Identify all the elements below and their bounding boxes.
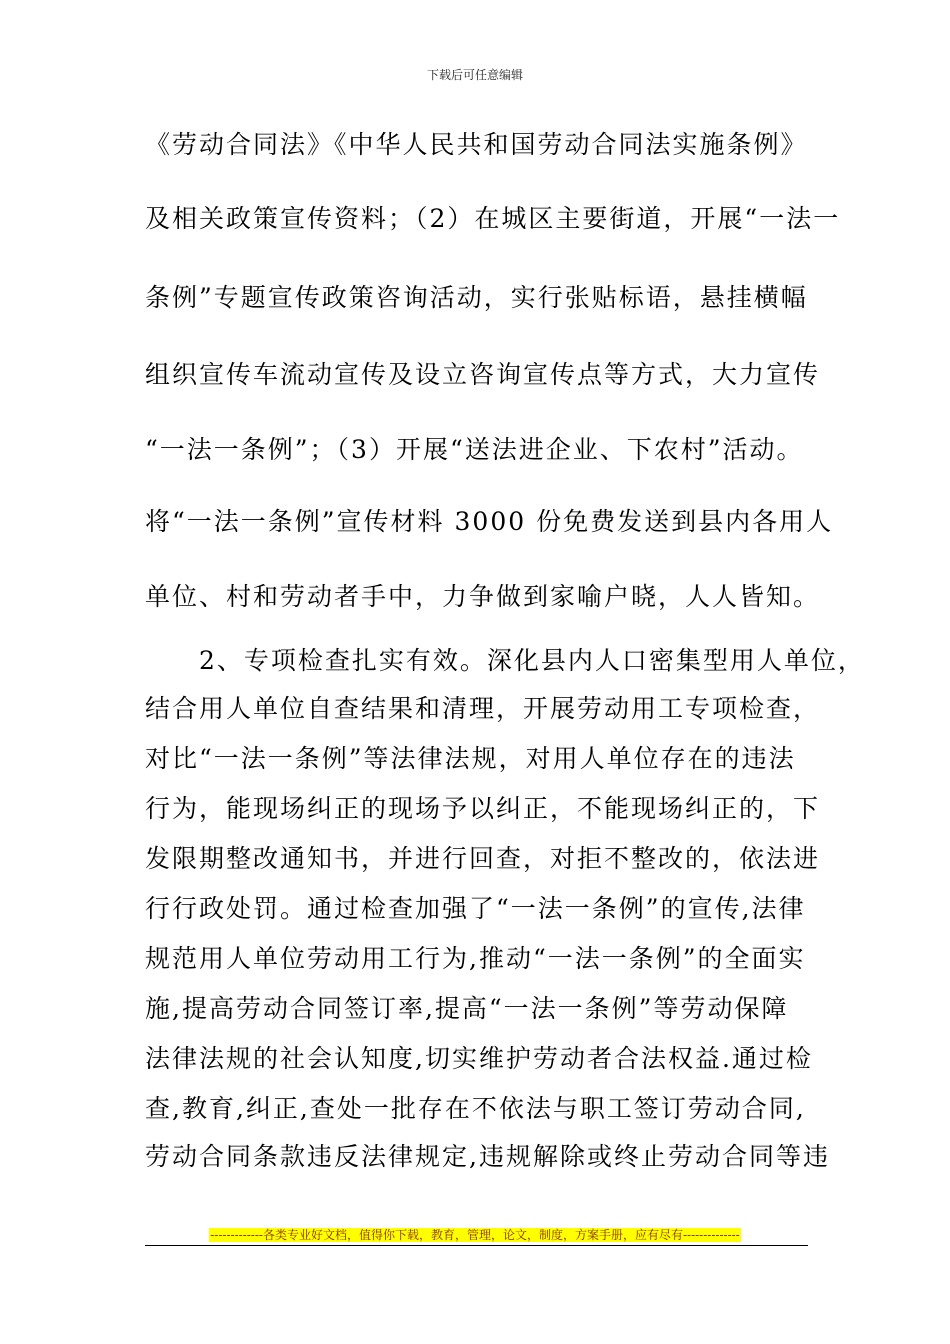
page-header-note: 下载后可任意编辑 — [426, 68, 523, 82]
page-footer-note — [0, 1224, 950, 1243]
body-line-3: 条例”专题宣传政策咨询活动，实行张贴标语，悬挂横幅 — [145, 283, 808, 312]
body-line-4: 组织宣传车流动宣传及设立咨询宣传点等方式，大力宣传 — [145, 360, 821, 389]
body-line-1: 《劳动合同法》《中华人民共和国劳动合同法实施条例》 — [145, 130, 808, 159]
body-line-10: 对比“一法一条例”等法律法规，对用人单位存在的违法 — [145, 744, 796, 773]
body-line-16: 法律法规的社会认知度,切实维护劳动者合法权益.通过检 — [145, 1044, 813, 1073]
body-line-2: 及相关政策宣传资料；（2）在城区主要街道，开展“一法一 — [145, 204, 841, 233]
body-line-12: 发限期整改通知书，并进行回查，对拒不整改的，依法进 — [145, 844, 821, 873]
body-line-9: 结合用人单位自查结果和清理，开展劳动用工专项检查， — [145, 694, 821, 723]
body-line-5: “一法一条例”；（3）开展“送法进企业、下农村”活动。 — [145, 435, 804, 464]
footer-divider — [145, 1245, 808, 1246]
body-line-6: 将“一法一条例”宣传材料 3000 份免费发送到县内各用人 — [145, 507, 834, 536]
body-line-8: 2、专项检查扎实有效。深化县内人口密集型用人单位， — [145, 646, 865, 675]
body-line-11: 行为，能现场纠正的现场予以纠正，不能现场纠正的，下 — [145, 794, 821, 823]
body-line-7: 单位、村和劳动者手中，力争做到家喻户晓，人人皆知。 — [145, 582, 821, 611]
body-line-17: 查,教育,纠正,查处一批存在不依法与职工签订劳动合同, — [145, 1094, 806, 1123]
body-line-18: 劳动合同条款违反法律规定,违规解除或终止劳动合同等违 — [145, 1142, 830, 1171]
body-line-14: 规范用人单位劳动用工行为,推动“一法一条例”的全面实 — [145, 944, 806, 973]
body-line-13: 行行政处罚。通过检查加强了“一法一条例”的宣传,法律 — [145, 894, 806, 923]
footer-highlight-text: -------------各类专业好文档，值得你下载，教育，管理，论文，制度，方案手册，应有尽有-------------- — [210, 1228, 740, 1242]
body-line-15: 施,提高劳动合同签订率,提高“一法一条例”等劳动保障 — [145, 994, 789, 1023]
